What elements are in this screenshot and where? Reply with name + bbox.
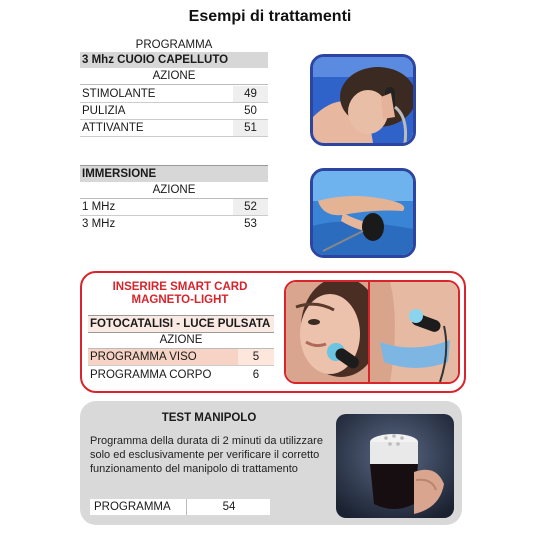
table-row: [80, 120, 268, 137]
row-value: 52: [233, 199, 268, 215]
row-value: 49: [233, 86, 268, 102]
section-header-label: FOTOCATALISI - LUCE PULSATA: [90, 318, 271, 330]
smart-card-title-line: INSERIRE SMART CARD: [112, 281, 248, 293]
smart-card-title-line: MAGNETO-LIGHT: [131, 294, 229, 306]
section-header-label: 3 Mhz CUOIO CAPELLUTO: [82, 54, 229, 66]
page-title: Esempi di trattamenti: [188, 8, 352, 25]
table-row: [88, 349, 274, 366]
program-row: [90, 499, 270, 515]
cell-divider: [186, 499, 187, 515]
test-handpiece-title: TEST MANIPOLO: [161, 412, 257, 424]
table-row: [80, 199, 268, 216]
row-label: ATTIVANTE: [82, 122, 144, 134]
handpiece-photo: [336, 414, 454, 518]
table-row: [88, 367, 274, 383]
program-caption: PROGRAMMA: [135, 39, 213, 51]
action-subheader: AZIONE: [88, 332, 274, 349]
row-value: 6: [252, 369, 260, 381]
program-value: 54: [222, 501, 236, 513]
program-label: PROGRAMMA: [94, 501, 171, 513]
table-row: [80, 86, 268, 103]
row-label: PROGRAMMA VISO: [90, 351, 197, 363]
row-label: 3 MHz: [82, 218, 116, 230]
row-label: PROGRAMMA CORPO: [90, 369, 212, 381]
action-subheader: AZIONE: [80, 182, 268, 199]
face-treatment-photo: [284, 280, 374, 384]
scalp-treatment-photo: [310, 54, 416, 146]
row-value: 51: [233, 120, 268, 136]
body-treatment-photo: [368, 280, 460, 384]
row-value: 50: [244, 105, 257, 117]
smart-card-title: [84, 281, 276, 307]
description-line: solo ed esclusivamente per verificare il corretto: [90, 449, 320, 461]
immersion-treatment-photo: [310, 168, 416, 258]
row-label: 1 MHz: [82, 201, 116, 213]
section-header: [80, 52, 268, 68]
table-row: [80, 103, 268, 120]
row-label: PULIZIA: [82, 105, 126, 117]
description-line: Programma della durata di 2 minuti da utilizzare: [90, 435, 323, 447]
section-header: [88, 315, 274, 333]
description-line: funzionamento del manipolo di trattamento: [90, 463, 298, 475]
row-label: STIMOLANTE: [82, 88, 156, 100]
action-subheader: AZIONE: [80, 68, 268, 85]
row-value: 5: [238, 349, 274, 365]
test-handpiece-description: [90, 434, 336, 476]
section-header-label: IMMERSIONE: [82, 168, 157, 180]
section-header: [80, 165, 268, 182]
row-value: 53: [244, 218, 257, 230]
table-row: [80, 216, 268, 232]
